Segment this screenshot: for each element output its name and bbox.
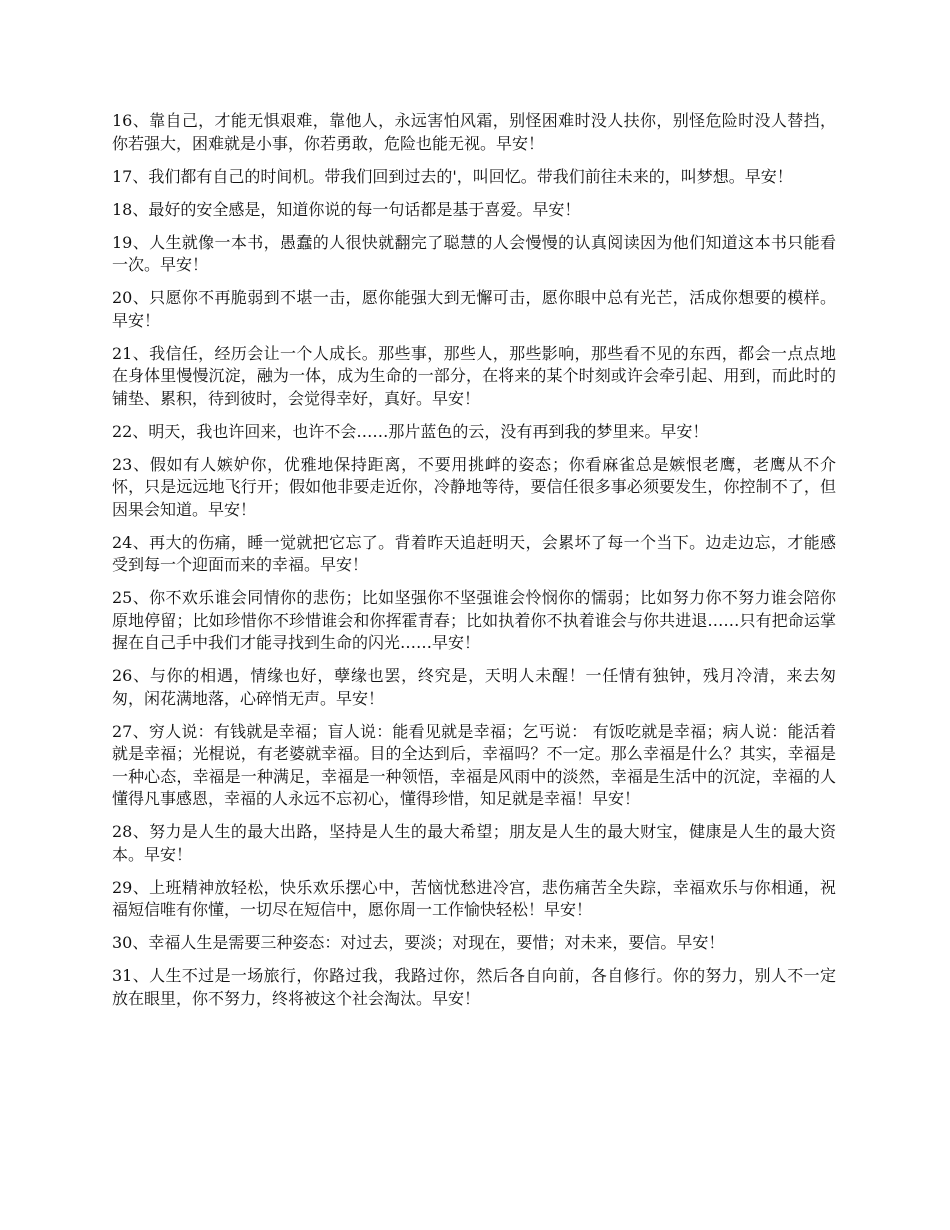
- paragraph-31: 31、人生不过是一场旅行，你路过我，我路过你，然后各自向前，各自修行。你的努力，别人不一定放在眼里，你不努力，终将被这个社会淘汰。早安！: [112, 966, 836, 1008]
- paragraph-22: 22、明天，我也许回来，也许不会……那片蓝色的云，没有再到我的梦里来。早安！: [112, 421, 709, 441]
- paragraph-26: 26、与你的相遇，情缘也好，孽缘也罢，终究是，天明人未醒！一任情有独钟，残月冷清，来去匆匆，闲花满地落，心碎悄无声。早安！: [112, 666, 836, 708]
- paragraph-18: 18、最好的安全感是，知道你说的每一句话都是基于喜爱。早安！: [112, 199, 581, 219]
- paragraph-23: 23、假如有人嫉妒你，优雅地保持距离，不要用挑衅的姿态；你看麻雀总是嫉恨老鹰，老鹰从不介怀，只是远远地飞行开；假如他非要走近你，冷静地等待，要信任很多事必须要发生，你控制不了，但因果会知道。早安！: [112, 454, 836, 519]
- paragraph-16: 16、靠自己，才能无惧艰难，靠他人，永远害怕风霜，别怪困难时没人扶你，别怪危险时没人替挡，你若强大，困难就是小事，你若勇敢，危险也能无视。早安！: [112, 111, 836, 153]
- paragraph-19: 19、人生就像一本书，愚蠢的人很快就翻完了聪慧的人会慢慢的认真阅读因为他们知道这本书只能看一次。早安！: [112, 232, 836, 274]
- paragraph-27: 27、穷人说：有钱就是幸福；盲人说：能看见就是幸福；乞丐说： 有饭吃就是幸福；病人说：能活着就是幸福；光棍说，有老婆就幸福。目的全达到后，幸福吗？不一定。那么幸福是什么？其实，幸福是一种心态，幸福是一种满足，幸福是一种领悟，幸福是风雨中的淡然，幸福是生活中的沉淀，幸福的人懂得凡事感恩，幸福的人永远不忘初心，懂得珍惜，知足就是幸福！早安！: [112, 721, 836, 808]
- paragraph-28: 28、努力是人生的最大出路，坚持是人生的最大希望；朋友是人生的最大财宝，健康是人生的最大资本。早安！: [112, 822, 836, 864]
- document-body: [112, 110, 836, 1021]
- paragraph-25: 25、你不欢乐谁会同情你的悲伤；比如坚强你不坚强谁会怜悯你的懦弱；比如努力你不努力谁会陪你原地停留；比如珍惜你不珍惜谁会和你挥霍青春；比如执着你不执着谁会与你共进退……只有把命运掌握在自己手中我们才能寻找到生命的闪光……早安！: [112, 588, 836, 652]
- paragraph-21: 21、我信任，经历会让一个人成长。那些事，那些人，那些影响，那些看不见的东西，都会一点点地在身体里慢慢沉淀，融为一体，成为生命的一部分，在将来的某个时刻或许会牵引起、用到，而此时的铺垫、累积，待到彼时，会觉得幸好，真好。早安！: [112, 343, 836, 408]
- paragraph-30: 30、幸福人生是需要三种姿态：对过去，要淡；对现在，要惜；对未来，要信。早安！: [112, 933, 725, 952]
- paragraph-24: 24、再大的伤痛，睡一觉就把它忘了。背着昨天追赶明天，会累坏了每一个当下。边走边忘，才能感受到每一个迎面而来的幸福。早安！: [112, 532, 836, 574]
- paragraph-29: 29、上班精神放轻松，快乐欢乐摆心中，苦恼忧愁进冷宫，悲伤痛苦全失踪，幸福欢乐与你相通，祝福短信唯有你懂，一切尽在短信中，愿你周一工作愉快轻松！早安！: [112, 877, 836, 919]
- paragraph-20: 20、只愿你不再脆弱到不堪一击，愿你能强大到无懈可击，愿你眼中总有光芒，活成你想要的模样。早安！: [112, 288, 836, 330]
- paragraph-17: 17、我们都有自己的时间机。带我们回到过去的'，叫回忆。带我们前往未来的，叫梦想。早安！: [112, 166, 793, 186]
